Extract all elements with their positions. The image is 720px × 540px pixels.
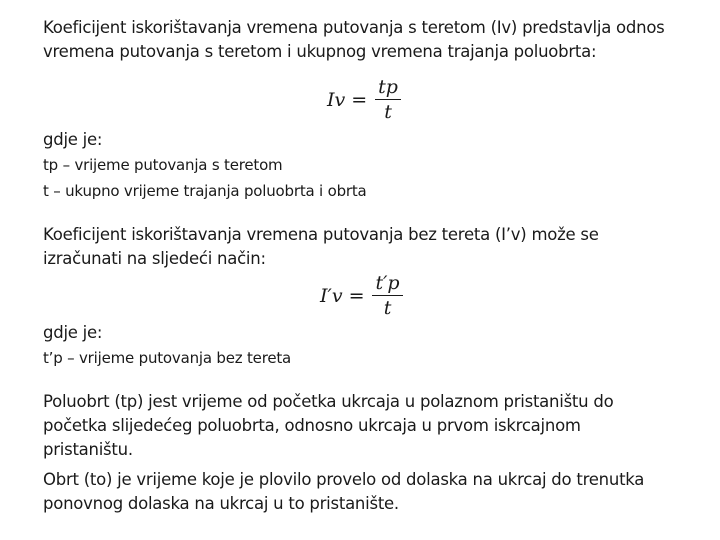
formula-i-prime-v-equals: = (348, 284, 365, 307)
para4-line2: ponovnog dolaska na ukrcaj u to pristanište. (43, 494, 399, 513)
para4-line1: Obrt (to) je vrijeme koje je plovilo provelo od dolaska na ukrcaj do trenutka (43, 470, 645, 489)
para3-line1: Poluobrt (tp) jest vrijeme od početka ukrcaja u polaznom pristaništu do (43, 392, 614, 411)
formula-iv-fraction (375, 76, 401, 123)
formula-i-prime-v-numerator: t′p (372, 272, 402, 296)
para2-line1: Koeficijent iskorištavanja vremena putovanja bez tereta (I’v) može se (43, 225, 599, 244)
para1-line1: Koeficijent iskorištavanja vremena putovanja s teretom (Iv) predstavlja odnos (43, 18, 665, 37)
where2-heading: gdje je: (43, 323, 103, 342)
where1-item1: tp – vrijeme putovanja s teretom (43, 156, 283, 174)
formula-i-prime-v-denominator: t (383, 297, 392, 319)
formula-i-prime-v-fraction (372, 272, 402, 319)
para1-line2: vremena putovanja s teretom i ukupnog vremena trajanja poluobrta: (43, 42, 597, 61)
where2-item1: t’p – vrijeme putovanja bez tereta (43, 349, 292, 367)
formula-i-prime-v-lhs: I′v (320, 284, 343, 307)
formula-iv-equals: = (351, 88, 368, 111)
formula-i-prime-v (320, 272, 403, 319)
para2-line2: izračunati na sljedeći način: (43, 249, 266, 268)
formula-iv-lhs: Iv (327, 88, 346, 111)
para3-line3: pristaništu. (43, 440, 133, 459)
formula-iv (327, 76, 401, 123)
para3-line2: početka slijedećeg poluobrta, odnosno ukrcaja u prvom iskrcajnom (43, 416, 581, 435)
where1-item2: t – ukupno vrijeme trajanja poluobrta i obrta (43, 182, 367, 200)
formula-iv-numerator: tp (375, 76, 401, 100)
formula-iv-denominator: t (384, 101, 392, 123)
where1-heading: gdje je: (43, 130, 103, 149)
